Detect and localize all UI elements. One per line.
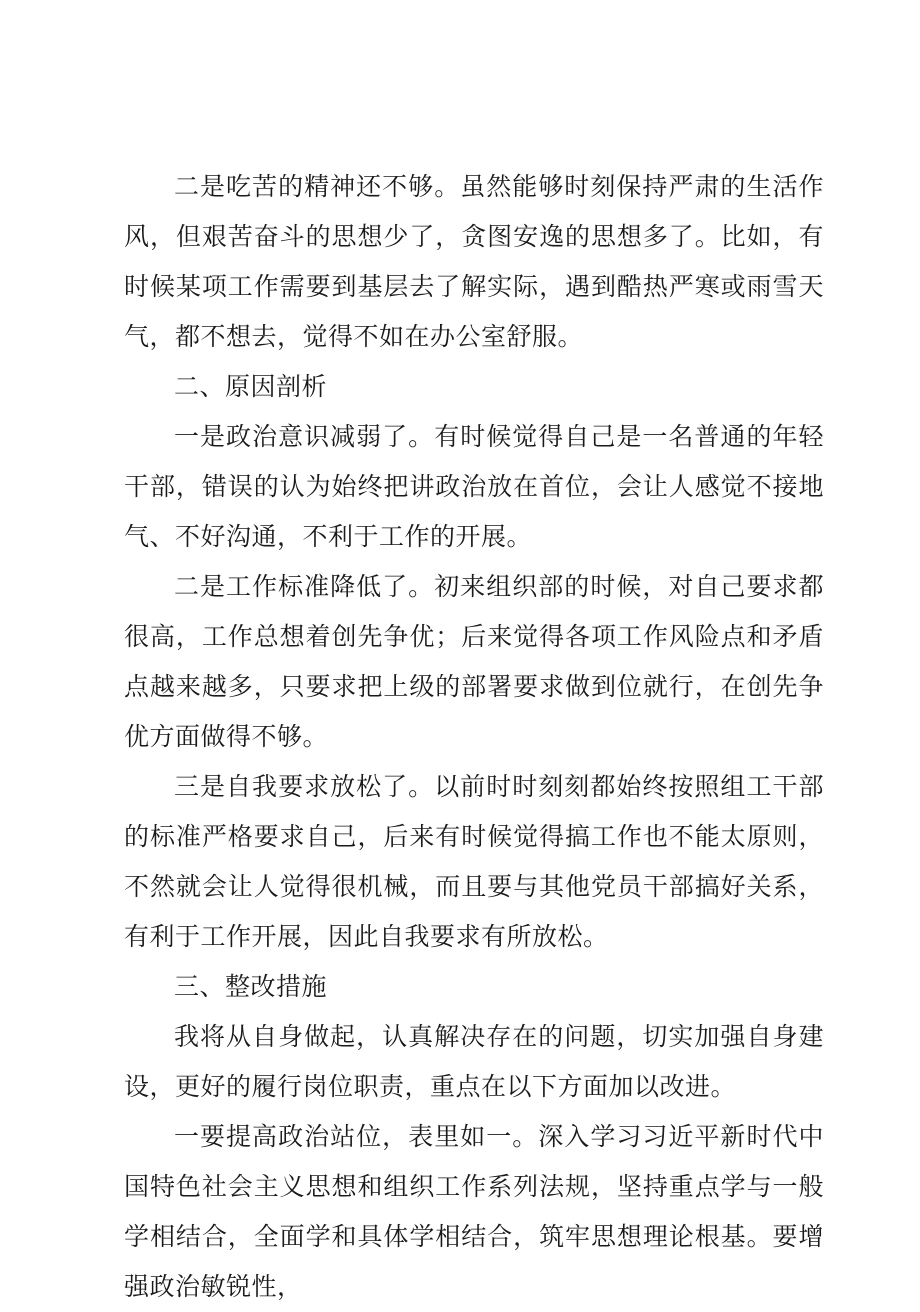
document-body (124, 162, 824, 1312)
section-heading-rectification: 三、整改措施 (174, 972, 328, 1001)
paragraph-hardship-spirit: 二是吃苦的精神还不够。虽然能够时刻保持严肃的生活作风，但艰苦奋斗的思想少了，贪图安逸的思想多了。比如，有时候某项工作需要到基层去了解实际，遇到酷热严寒或雨雪天气，都不想去，觉得不如在办公室舒服。 (124, 172, 824, 351)
paragraph-work-standards: 二是工作标准降低了。初来组织部的时候，对自己要求都很高，工作总想着创先争优；后来觉得各项工作风险点和矛盾点越来越多，只要求把上级的部署要求做到位就行，在创先争优方面做得不够。 (124, 572, 824, 751)
paragraph-political-awareness: 一是政治意识减弱了。有时候觉得自己是一名普通的年轻干部，错误的认为始终把讲政治放在首位，会让人感觉不接地气、不好沟通，不利于工作的开展。 (124, 422, 824, 551)
section-heading-cause-analysis: 二、原因剖析 (174, 372, 328, 401)
paragraph-self-requirements: 三是自我要求放松了。以前时时刻刻都始终按照组工干部的标准严格要求自己，后来有时候觉得搞工作也不能太原则，不然就会让人觉得很机械，而且要与其他党员干部搞好关系，有利于工作开展，因此自我要求有所放松。 (124, 772, 824, 951)
paragraph-rectification-intro: 我将从自身做起，认真解决存在的问题，切实加强自身建设，更好的履行岗位职责，重点在以下方面加以改进。 (124, 1022, 824, 1101)
paragraph-political-standing: 一要提高政治站位，表里如一。深入学习习近平新时代中国特色社会主义思想和组织工作系列法规，坚持重点学与一般学相结合，全面学和具体学相结合，筑牢思想理论根基。要增强政治敏锐性， (124, 1122, 824, 1301)
